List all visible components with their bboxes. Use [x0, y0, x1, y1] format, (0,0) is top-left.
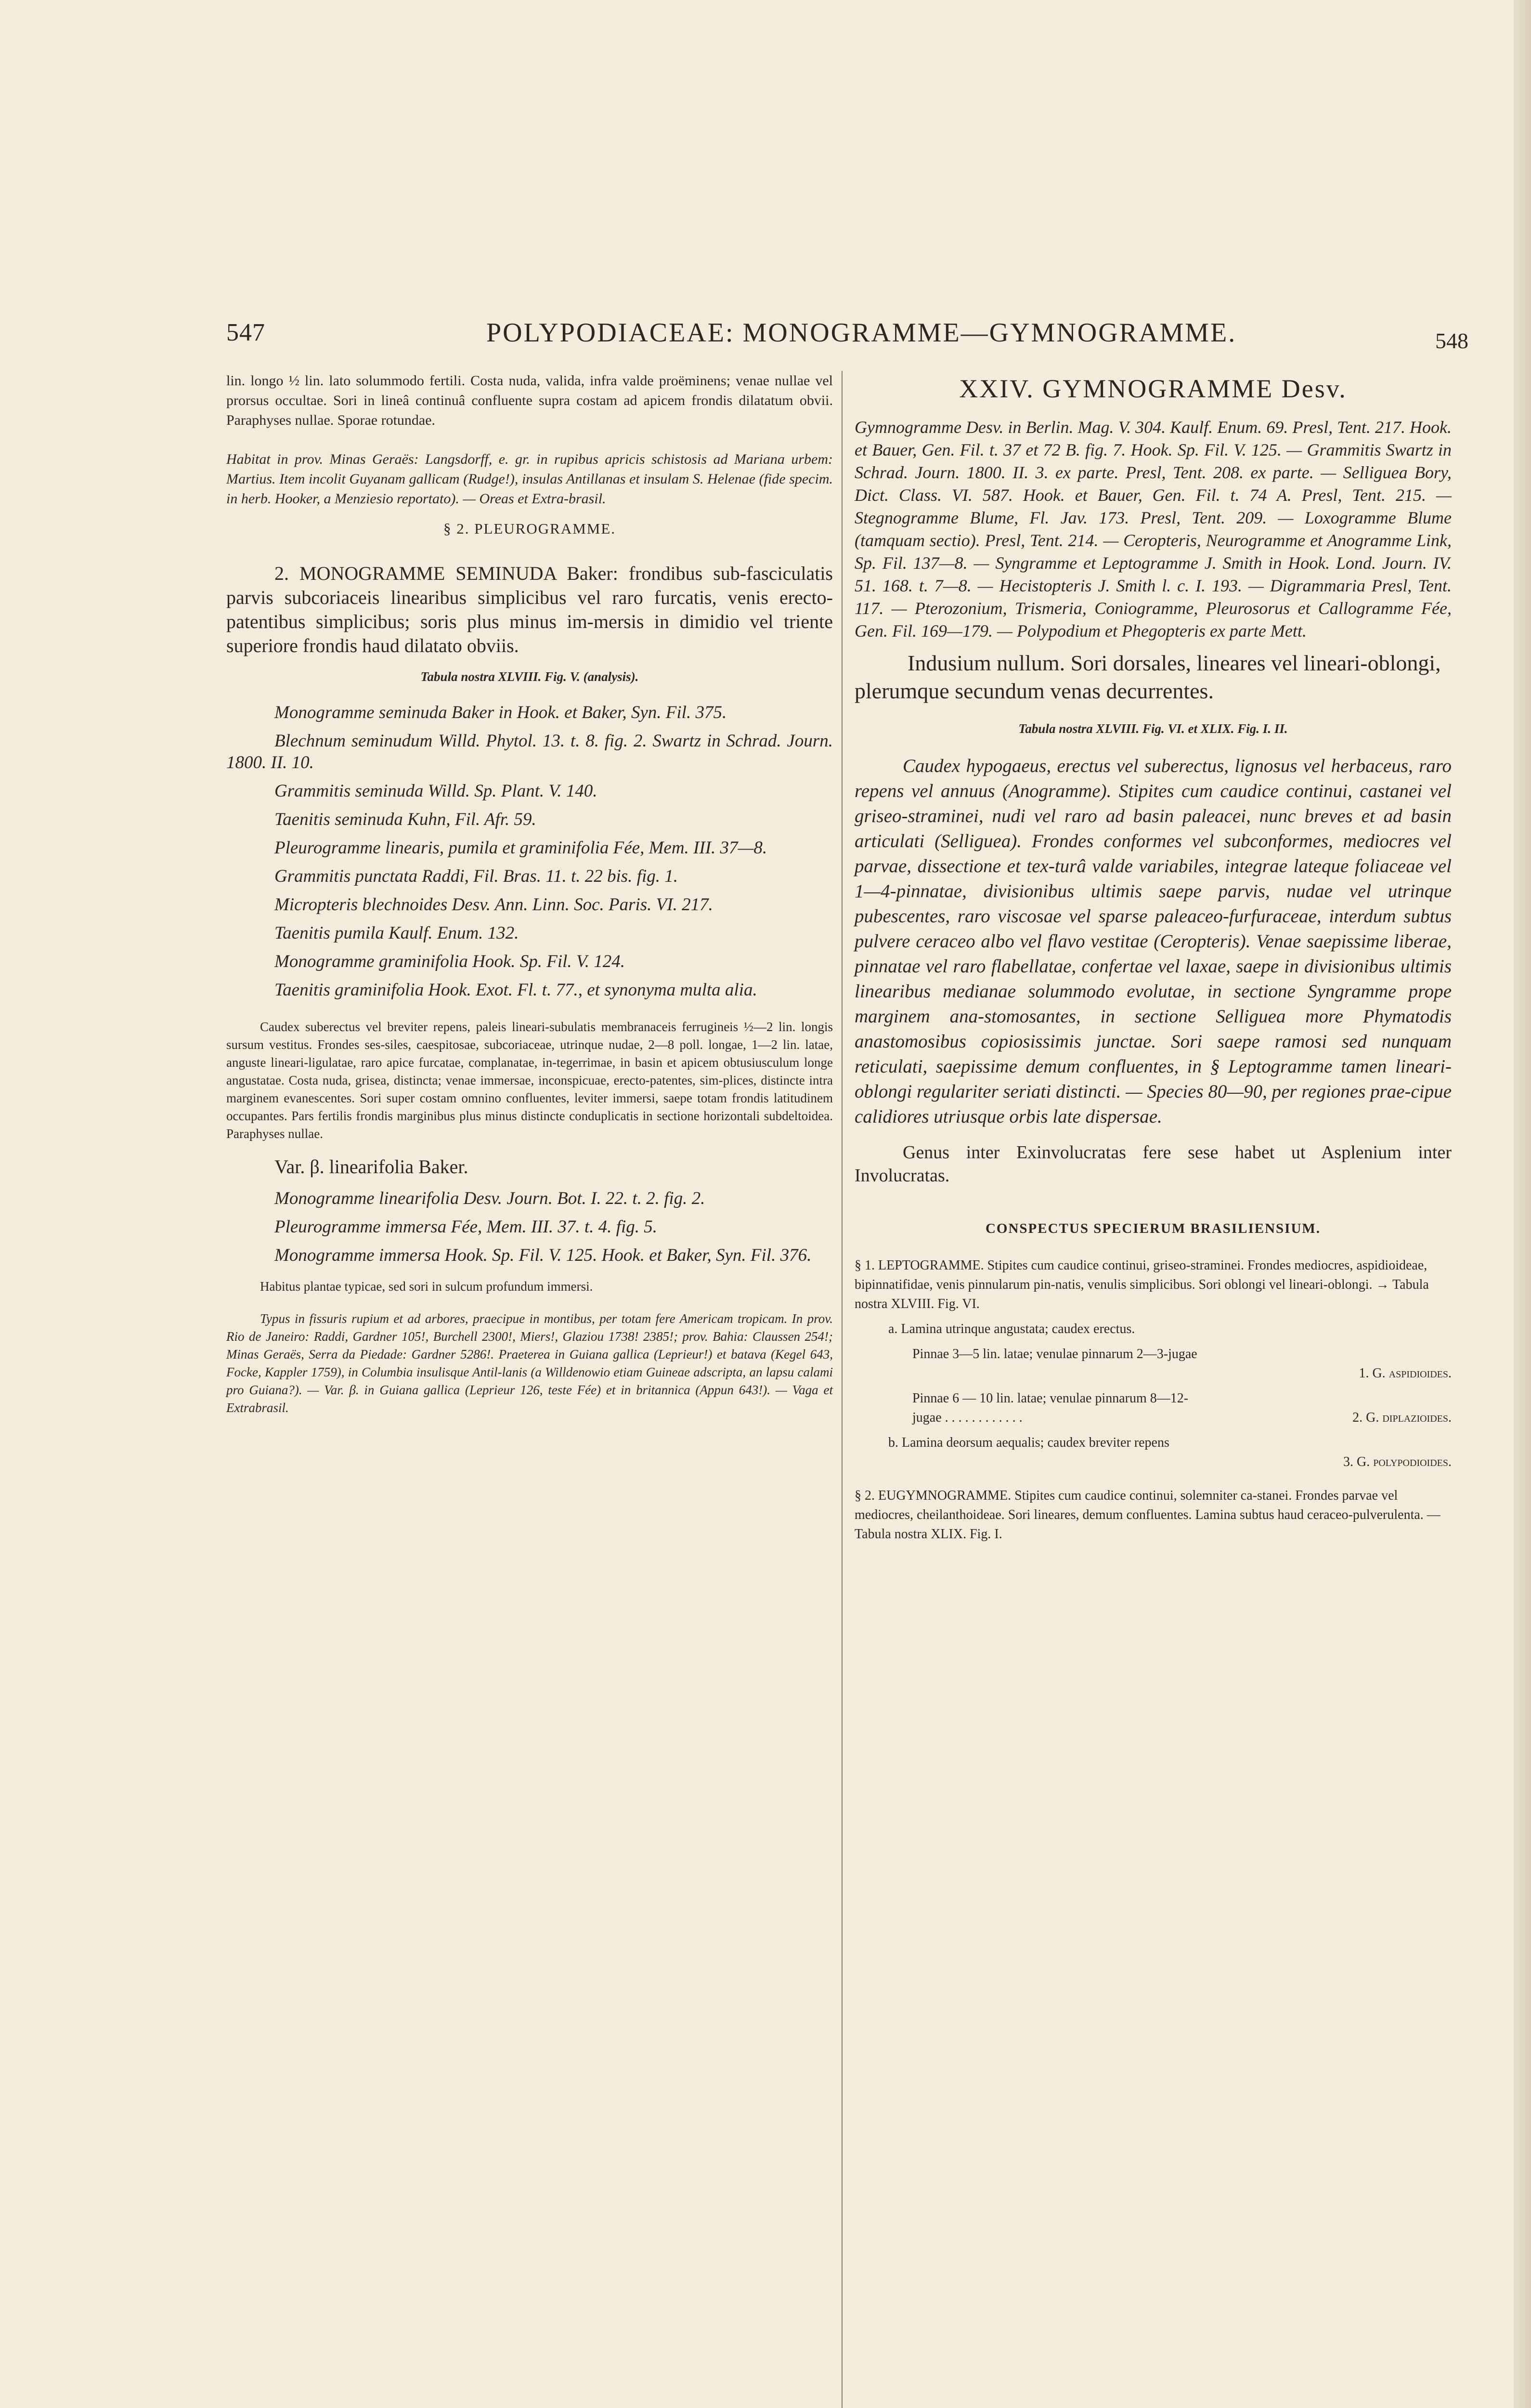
synonym-entry: Pleurogramme linearis, pumila et graminifolia Fée, Mem. III. 37—8.	[274, 838, 767, 858]
key-result-diplazioides: 2. G. diplazioides.	[1352, 1410, 1452, 1425]
key-lead-a2-row	[912, 1408, 1452, 1427]
synonym-entry: Taenitis pumila Kaulf. Enum. 132.	[274, 923, 519, 943]
genus-description: Caudex hypogaeus, erectus vel suberectus, lignosus vel herbaceus, raro repens vel annuus (Anogramme). Stipites cum caudice continui, castanei vel griseo-straminei, nudi vel raro ad basin paleacei, nunc breves et ad basin articulati (Selliguea). Frondes conformes vel subconformes, mediocres vel parvae, dissectione et tex-turâ valde variabiles, integrae lateque foliaceae vel 1—4-pinnatae, divisionibus ultimis saepe parvis, nudae vel utrinque pubescentes, raro viscosae vel sparse paleaceo-furfuraceae, interdum subtus pulvere ceraceo albo vel flavo vestitae (Ceropteris). Venae saepissime liberae, pinnatae vel raro flabellatae, confertae vel laxae, saepe in divisionibus ultimis linearibus medianae solummodo evolutae, in sectione Syngramme prope marginem ana-stomosantes, in sectione Selliguea more Phymatodis anastomosibus copiosissimis junctae. Sori saepe ramosi sed nunquam reticulati, saepissime demum confluentes, in § Leptogramme tamen lineari-oblongi regulariter seriati distincti. — Species 80—90, per regiones prae-cipue calidiores utriusque orbis late dispersae.	[855, 756, 1452, 1127]
synonym-entry: Grammitis punctata Raddi, Fil. Bras. 11. t. 22 bis. fig. 1.	[274, 866, 678, 886]
synonym-entry: Taenitis seminuda Kuhn, Fil. Afr. 59.	[274, 810, 536, 829]
key-lead-a2-cont: jugae . . . . . . . . . . . .	[912, 1410, 1023, 1425]
key-section-1: § 1. LEPTOGRAMME. Stipites cum caudice continui, griseo-straminei. Frondes mediocres, aspidioideae, bipinnatifidae, venis pinnularum pin-natis, venulis simplicibus. Sori oblongi vel lineari-oblongi. → Tabula nostra XLVIII. Fig. VI.	[855, 1258, 1429, 1311]
key-lead-a2: Pinnae 6 — 10 lin. latae; venulae pinnarum 8—12-	[912, 1391, 1189, 1406]
conspectus-title: CONSPECTUS SPECIERUM BRASILIENSIUM.	[985, 1221, 1321, 1236]
variety-synonym: Monogramme linearifolia Desv. Journ. Bot. I. 22. t. 2. fig. 2.	[274, 1189, 705, 1208]
tabula-reference-right: Tabula nostra XLVIII. Fig. VI. et XLIX. Fig. I. II.	[1018, 721, 1288, 736]
variety-heading: Var. β. linearifolia Baker.	[274, 1156, 468, 1178]
species-description: Caudex suberectus vel breviter repens, paleis lineari-subulatis membranaceis ferrugineis ½—2 lin. longis sursum vestitus. Frondes ses-siles, caespitosae, subcoriaceae, utrinque nudae, 2—8 poll. longae, 1—2 lin. latae, anguste lineari-ligulatae, raro apice furcatae, complanatae, in-tegerrimae, in basin et apicem obtusiusculum longe angustatae. Costa nuda, grisea, distincta; venae immersae, inconspicuae, erecto-patentes, sim-plices, distincte intra marginem evanescentes. Sori super costam omnino confluentes, leviter immersi, saepe totam frondis latitudinem occupantes. Pars fertilis frondis marginibus plus minus distincte conduplicatis in sectione horizontali subdeltoidea. Paraphyses nullae.	[226, 1020, 833, 1141]
synonym-entry: Monogramme seminuda Baker in Hook. et Baker, Syn. Fil. 375.	[274, 703, 727, 722]
genus-diagnosis: Indusium nullum. Sori dorsales, lineares vel lineari-oblongi, plerumque secundum venas decurrentes.	[855, 651, 1441, 703]
synonym-entry: Monogramme graminifolia Hook. Sp. Fil. V. 124.	[274, 952, 625, 971]
genus-synonymy: Gymnogramme Desv. in Berlin. Mag. V. 304. Kaulf. Enum. 69. Presl, Tent. 217. Hook. et Bauer, Gen. Fil. t. 37 et 72 B. fig. 7. Hook. Sp. Fil. V. 125. — Grammitis Swartz in Schrad. Journ. 1800. II. 3. ex parte. Presl, Tent. 208. ex parte. — Selliguea Bory, Dict. Class. VI. 587. Hook. et Bauer, Gen. Fil. t. 74 A. Presl, Tent. 215. — Stegnogramme Blume, Fl. Jav. 173. Presl, Tent. 209. — Loxogramme Blume (tamquam sectio). Presl, Tent. 214. — Ceropteris, Neurogramme et Anogramme Link, Sp. Fil. 137—8. — Syngramme et Leptogramme J. Smith in Hook. Lond. Journ. IV. 51. 168. t. 7—8. — Hecistopteris J. Smith l. c. I. 193. — Digrammaria Presl, Tent. 117. — Pterozonium, Trismeria, Coniogramme, Pleurosorus et Callogramme Fée, Gen. Fil. 169—179. — Polypodium et Phegopteris ex parte Mett.	[855, 418, 1452, 641]
right-column	[855, 371, 1452, 1550]
variety-synonym: Pleurogramme immersa Fée, Mem. III. 37. t. 4. fig. 5.	[274, 1217, 657, 1237]
genus-note: Genus inter Exinvolucratas fere sese habet ut Asplenium inter Involucratas.	[855, 1142, 1452, 1186]
key-section-2: § 2. EUGYMNOGRAMME. Stipites cum caudice continui, solemniter ca-stanei. Frondes parvae vel mediocres, cheilanthoideae. Sori lineares, demum confluentes. Lamina subtus haud ceraceo-pulverulenta. — Tabula nostra XLIX. Fig. I.	[855, 1488, 1440, 1542]
synonym-entry: Micropteris blechnoides Desv. Ann. Linn. Soc. Paris. VI. 217.	[274, 895, 713, 915]
key-result-polypodioides: 3. G. polypodioides.	[1343, 1454, 1452, 1469]
section-heading-pleurogramme: § 2. PLEUROGRAMME.	[443, 520, 616, 537]
habitat-paragraph: Habitat in prov. Minas Geraës: Langsdorff, e. gr. in rupibus apricis schistosis ad Mariana urbem: Martius. Item incolit Guyanam gallicam (Rudge!), insulas Antillanas et insulam S. Helenae (fide specim. in herb. Hooker, a Menziesio reportato). — Oreas et Extra-brasil.	[226, 451, 833, 507]
synonym-entry: Grammitis seminuda Willd. Sp. Plant. V. 140.	[274, 781, 597, 801]
habitus-note: Habitus plantae typicae, sed sori in sulcum profundum immersi.	[260, 1279, 593, 1294]
page-header	[226, 315, 1468, 359]
page-edge-shadow	[1514, 0, 1531, 2408]
column-divider	[842, 371, 843, 2408]
running-title: POLYPODIACEAE: MONOGRAMME—GYMNOGRAMME.	[486, 318, 1237, 348]
synonym-entry: Taenitis graminifolia Hook. Exot. Fl. t. 77., et synonyma multa alia.	[274, 980, 757, 1000]
left-column	[226, 371, 833, 1428]
page-number-right: 548	[1435, 328, 1468, 353]
synonym-list	[226, 702, 833, 1001]
species-diagnosis: 2. MONOGRAMME SEMINUDA Baker: frondibus sub-fasciculatis parvis subcoriaceis linearibus simplicibus vel raro furcatis, venis erecto-patentibus simplicibus; soris plus minus im-mersis in dimidio vel triente superiore frondis haud dilatato obviis.	[226, 563, 833, 656]
page-number-left: 547	[226, 319, 265, 346]
synonym-entry: Blechnum seminudum Willd. Phytol. 13. t. 8. fig. 2. Swartz in Schrad. Journ. 1800. II. 10.	[226, 731, 833, 772]
key-result-aspidioides: 1. G. aspidioides.	[1359, 1366, 1452, 1381]
variety-synonym: Monogramme immersa Hook. Sp. Fil. V. 125. Hook. et Baker, Syn. Fil. 376.	[274, 1245, 812, 1265]
typus-distribution: Typus in fissuris rupium et ad arbores, praecipue in montibus, per totam fere Americam tropicam. In prov. Rio de Janeiro: Raddi, Gardner 105!, Burchell 2300!, Miers!, Glaziou 1738! 2385!; prov. Bahia: Claussen 254!; Minas Geraës, Serra da Piedade: Gardner 5286!. Praeterea in Guiana gallica (Leprieur!) et batava (Kegel 643, Focke, Kappler 1759), in Columbia insulisque Antil-lanis (a Willdenowio etiam Guineae adscripta, an lapsu calami pro Guiana?). — Var. β. in Guiana gallica (Leprieur 126, teste Fée) et in britannica (Appun 643!). — Vaga et Extrabrasil.	[226, 1311, 833, 1415]
monogramme-description-end: lin. longo ½ lin. lato solummodo fertili. Costa nuda, valida, infra valde proëminens; venae nullae vel prorsus occultae. Sori in lineâ continuâ confluente supra costam ad apicem frondis dilatatum obvii. Paraphyses nullae. Sporae rotundae.	[226, 373, 833, 428]
key-couplet-b: b. Lamina deorsum aequalis; caudex breviter repens	[888, 1435, 1169, 1450]
conspectus-key	[855, 1256, 1452, 1544]
tabula-reference: Tabula nostra XLVIII. Fig. V. (analysis).	[420, 669, 639, 684]
key-lead-a1: Pinnae 3—5 lin. latae; venulae pinnarum 2—3-jugae	[912, 1347, 1197, 1361]
genus-title: XXIV. GYMNOGRAMME Desv.	[959, 374, 1347, 403]
key-couplet-a: a. Lamina utrinque angustata; caudex erectus.	[888, 1322, 1135, 1336]
